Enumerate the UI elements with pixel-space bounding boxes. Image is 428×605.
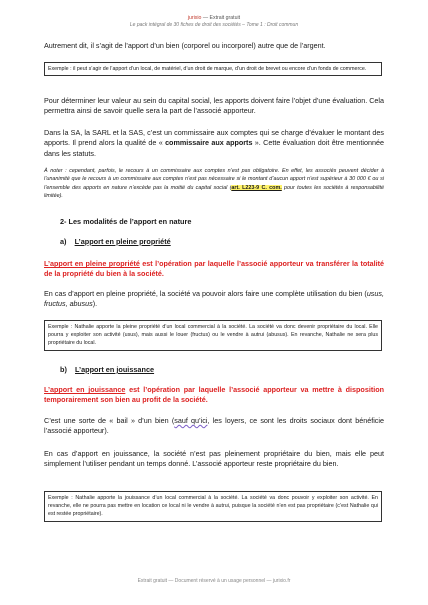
- commissaire-paragraph: Dans la SA, la SARL et la SAS, c’est un commissaire aux comptes qui se charge d’évaluer le montant des apports. Il prend alors la qualité de « commissaire aux apports ». Cette évaluation doit être mentionnée dans les statuts.: [44, 128, 384, 158]
- example-box-3: Exemple : Nathalie apporte la jouissance d’un local commercial à la société. La société va donc pouvoir y exploiter son activité. En revanche, elle ne pourra pas mettre en location ce local ni le vendre à autrui, puisque la société n’en est pas propriétaire (c’est Nathalie qui est restée propriétaire).: [44, 491, 382, 522]
- page-subtitle: Le pack intégral de 30 fiches de droit des sociétés – Tome 1 : Droit commun: [129, 22, 299, 28]
- subsection-heading-a: a) L’apport en pleine propriété: [60, 237, 171, 246]
- page-header: [0, 15, 428, 21]
- jouissance-paragraph: En cas d’apport en jouissance, la société n’est pas pleinement propriétaire du bien, mais elle peut simplement l’utiliser pendant un temps donné. L’associé apporteur reste propriétaire du bien.: [44, 449, 384, 469]
- example-box-2: Exemple : Nathalie apporte la pleine propriété d’un local commercial à la société. La société va donc devenir propriétaire du local. Elle pourra y exploiter son activité (usus), mais aussi le louer (fructus) ou le vendre à autrui (abusus). En revanche, Nathalie ne sera plus propriétaire du local.: [44, 320, 382, 351]
- example-box-1: Exemple : il peut s’agir de l’apport d’un local, de matériel, d’un droit de marque, d’un droit de brevet ou encore d’un fonds de commerce.: [44, 62, 382, 76]
- definition-jouissance: L’apport en jouissance est l’opération par laquelle l’associé apporteur va mettre à disposition temporairement son bien au profit de la société.: [44, 385, 384, 405]
- note-paragraph: À noter : cependant, parfois, le recours à un commissaire aux comptes n’est pas obligatoire. En effet, les associés peuvent décider à l’unanimité que le recours à un commissaire aux comptes n’est pas nécessaire si le montant d’aucun apport n’est supérieur à 30 000 € ou si l’ensemble des apports en nature n’excède pas la moitié du capital social (art. L223-9 C. com. pour toutes les sociétés à responsabilité limitée).: [44, 168, 384, 200]
- pleine-propriete-paragraph: En cas d’apport en pleine propriété, la société va pouvoir alors faire une complète utilisation du bien (usus, fructus, abusus).: [44, 289, 384, 309]
- subsection-heading-b: b) L’apport en jouissance: [60, 365, 155, 374]
- header-tag: — Extrait gratuit: [201, 15, 241, 21]
- spellcheck-underline: sauf qu’ici: [174, 416, 208, 425]
- bail-paragraph: C’est une sorte de « bail » d’un bien (sauf qu’ici, les loyers, ce sont les droits sociaux dont bénéficie l’associé apporteur).: [44, 416, 384, 436]
- page-footer: Extrait gratuit — Document réservé à un usage personnel — jurixio.fr: [137, 578, 291, 584]
- commissaire-term: commissaire aux apports: [165, 138, 253, 148]
- intro-paragraph: Autrement dit, il s’agit de l’apport d’un bien (corporel ou incorporel) autre que de l’argent.: [44, 41, 326, 50]
- evaluation-paragraph: Pour déterminer leur valeur au sein du capital social, les apports doivent faire l’objet d’une évaluation. Cela permettra ainsi de savoir quelle sera la part de l’associé apporteur.: [44, 96, 384, 116]
- section-heading-2: 2- Les modalités de l’apport en nature: [60, 217, 192, 226]
- brand-name[interactable]: jurixio: [187, 15, 202, 21]
- article-reference-link[interactable]: art. L223-9 C. com.: [231, 184, 282, 191]
- definition-pleine-propriete: L’apport en pleine propriété est l’opération par laquelle l’associé apporteur va transférer la totalité de la propriété du bien à la société.: [44, 259, 384, 279]
